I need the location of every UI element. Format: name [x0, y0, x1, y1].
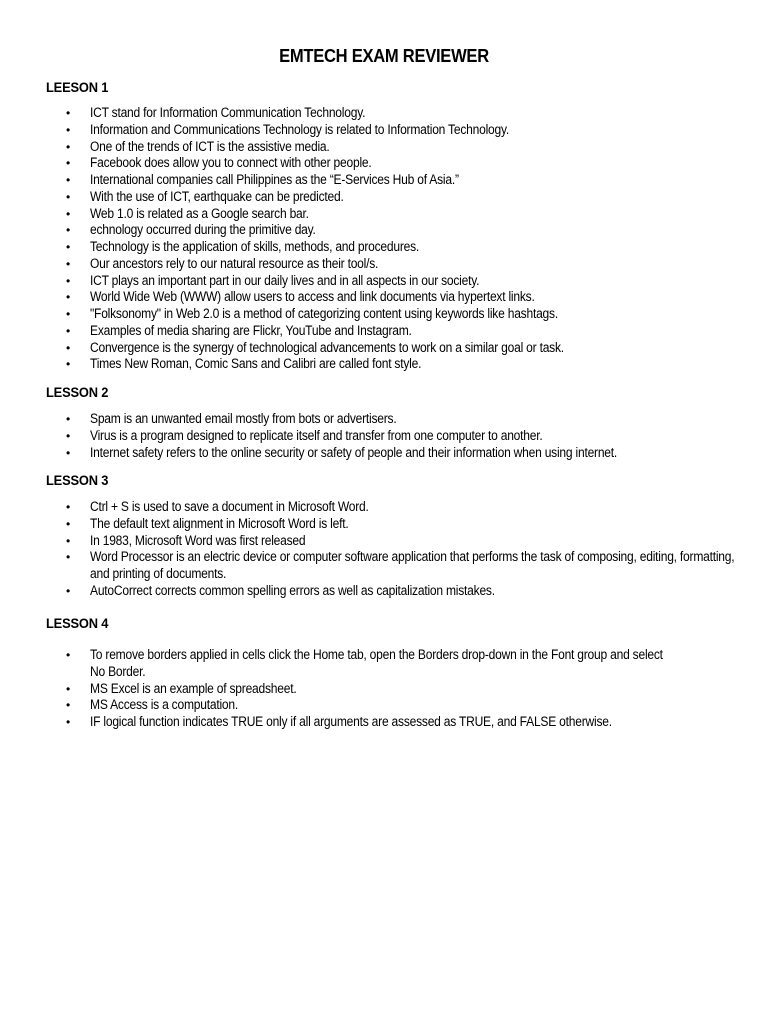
list-item: • Word Processor is an electric device or computer software application that performs the task of composing, editing, formatting, and printing of documents. [66, 549, 735, 581]
bullet-icon: • [66, 340, 70, 355]
bullet-icon: • [66, 156, 70, 171]
list-item: • MS Access is a computation. [66, 697, 238, 713]
bullet-icon: • [66, 223, 70, 238]
list-item: • Internet safety refers to the online security or safety of people and their information when using internet. [66, 444, 618, 460]
lesson-2-list [46, 411, 736, 461]
bullet-icon: • [66, 412, 70, 426]
bullet-icon: • [66, 583, 70, 598]
list-item: • Information and Communications Technology is related to Information Technology. [66, 121, 510, 137]
list-item: • Times New Roman, Comic Sans and Calibri are called font style. [66, 356, 422, 372]
list-item: • Examples of media sharing are Flickr, YouTube and Instagram. [66, 322, 412, 338]
bullet-icon: • [66, 715, 70, 729]
lesson-4-list [46, 647, 736, 731]
list-item: • In 1983, Microsoft Word was first released [66, 532, 306, 548]
list-item: • Virus is a program designed to replicate itself and transfer from one computer to another. [66, 427, 543, 443]
bullet-icon: • [66, 445, 70, 460]
document-title: EMTECH EXAM REVIEWER [279, 46, 489, 66]
bullet-icon: • [66, 357, 70, 372]
list-item: • ICT plays an important part in our daily lives and in all aspects in our society. [66, 272, 480, 288]
bullet-icon: • [66, 698, 70, 713]
bullet-icon: • [66, 290, 70, 305]
list-item: • Spam is an unwanted email mostly from bots or advertisers. [66, 411, 397, 426]
list-item: • MS Excel is an example of spreadsheet. [66, 680, 297, 696]
bullet-icon: • [66, 240, 70, 254]
list-item: • ICT stand for Information Communication Technology. [66, 105, 366, 120]
list-item: • echnology occurred during the primitive day. [66, 222, 316, 238]
list-item: • Web 1.0 is related as a Google search bar. [66, 205, 309, 221]
bullet-icon: • [66, 256, 70, 271]
bullet-icon: • [66, 173, 70, 187]
bullet-icon: • [66, 428, 70, 443]
list-item: • Ctrl + S is used to save a document in Microsoft Word. [66, 499, 369, 514]
lesson-3-section [46, 471, 736, 600]
bullet-icon: • [66, 550, 70, 565]
bullet-icon: • [66, 307, 70, 321]
bullet-icon: • [66, 273, 70, 288]
list-item: • To remove borders applied in cells click the Home tab, open the Borders drop-down in the Font group and select No Border. [66, 647, 663, 679]
list-item: • IF logical function indicates TRUE only if all arguments are assessed as TRUE, and FALSE otherwise. [66, 714, 612, 729]
bullet-icon: • [66, 681, 70, 696]
list-item: • The default text alignment in Microsoft Word is left. [66, 515, 349, 531]
list-item: • With the use of ICT, earthquake can be predicted. [66, 188, 344, 204]
list-item: • "Folksonomy" in Web 2.0 is a method of categorizing content using keywords like hashtags. [66, 306, 558, 321]
lesson-1-section [46, 78, 736, 373]
bullet-icon: • [66, 500, 70, 514]
list-item: • International companies call Philippines as the “E-Services Hub of Asia.” [66, 172, 459, 187]
lesson-4-section [46, 614, 736, 731]
lesson-1-list [46, 105, 736, 373]
bullet-icon: • [66, 533, 70, 548]
list-item: • AutoCorrect corrects common spelling errors as well as capitalization mistakes. [66, 582, 495, 598]
bullet-icon: • [66, 189, 70, 204]
bullet-icon: • [66, 139, 70, 154]
list-item: • Facebook does allow you to connect with other people. [66, 155, 372, 171]
list-item: • Convergence is the synergy of technological advancements to work on a similar goal or task. [66, 339, 564, 355]
lesson-3-heading: LESSON 3 [46, 472, 109, 488]
bullet-icon: • [66, 106, 70, 120]
lesson-2-heading: LESSON 2 [46, 384, 109, 400]
list-item: • Our ancestors rely to our natural resource as their tool/s. [66, 255, 379, 271]
bullet-icon: • [66, 648, 70, 662]
list-item: • One of the trends of ICT is the assistive media. [66, 138, 330, 154]
bullet-icon: • [66, 323, 70, 338]
lesson-4-heading: LESSON 4 [46, 615, 109, 631]
bullet-icon: • [66, 516, 70, 531]
lesson-3-list [46, 499, 736, 600]
lesson-2-section [46, 383, 736, 461]
list-item: • Technology is the application of skills, methods, and procedures. [66, 239, 420, 254]
list-item: • World Wide Web (WWW) allow users to access and link documents via hypertext links. [66, 289, 535, 305]
bullet-icon: • [66, 122, 70, 137]
bullet-icon: • [66, 206, 70, 221]
lesson-1-heading: LEESON 1 [46, 79, 109, 95]
